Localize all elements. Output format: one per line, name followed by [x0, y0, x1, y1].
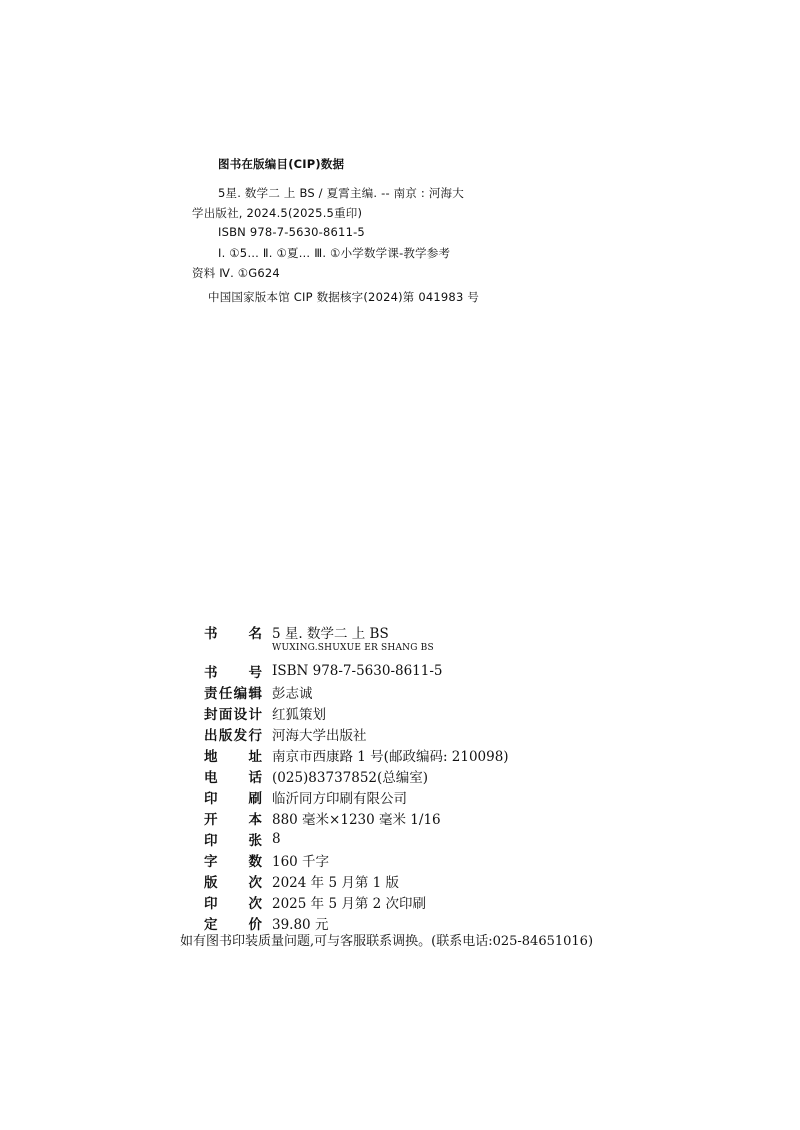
info-label: 书 名: [204, 626, 262, 642]
info-label: 字 数: [204, 854, 262, 870]
info-label: 书 号: [204, 665, 262, 681]
info-label: 地 址: [204, 749, 262, 765]
info-label: 责 任 编 辑: [204, 686, 262, 702]
info-row-phone: [204, 766, 428, 786]
info-label: 电 话: [204, 770, 262, 786]
info-value: 红狐策划: [272, 707, 326, 723]
info-row-printing: [204, 892, 426, 912]
quality-notice: 如有图书印装质量问题,可与客服联系调换。(联系电话:025-84651016): [180, 934, 594, 949]
cip-title: 图书在版编目(CIP)数据: [218, 157, 345, 171]
info-value: ISBN 978-7-5630-8611-5: [272, 663, 443, 679]
cip-line-5: 资料 Ⅳ. ①G624: [192, 266, 280, 280]
info-row-address: [204, 745, 509, 765]
info-value: 河海大学出版社: [272, 728, 367, 744]
info-value: 南京市西康路 1 号(邮政编码: 210098): [272, 749, 509, 765]
info-row-wordcount: [204, 850, 329, 870]
pinyin-title: WUXING.SHUXUE ER SHANG BS: [272, 643, 434, 653]
cip-line-6: 中国国家版本馆 CIP 数据核字(2024)第 041983 号: [208, 290, 480, 304]
info-value: 160 千字: [272, 854, 330, 870]
info-row-publisher: [204, 724, 367, 744]
info-label: 印 刷: [204, 791, 262, 807]
cip-line-4: Ⅰ. ①5… Ⅱ. ①夏… Ⅲ. ①小学数学课-教学参考: [218, 246, 451, 260]
info-label: 定 价: [204, 917, 262, 933]
info-value: (025)83737852(总编室): [272, 770, 429, 786]
info-row-cover: [204, 703, 326, 723]
info-label: 开 本: [204, 812, 262, 828]
info-label: 印 张: [204, 833, 262, 849]
info-label: 出 版 发 行: [204, 728, 262, 744]
info-value: 2024 年 5 月第 1 版: [272, 875, 399, 891]
cip-line-isbn: ISBN 978-7-5630-8611-5: [218, 225, 365, 239]
info-label: 印 次: [204, 896, 262, 912]
info-value: 彭志诚: [272, 686, 313, 702]
cip-line-1: 5星. 数学二 上 BS / 夏霄主编. -- 南京 : 河海大: [218, 186, 464, 200]
info-value: 8: [272, 831, 281, 847]
info-row-edition: [204, 871, 399, 891]
info-value: 临沂同方印刷有限公司: [272, 791, 407, 807]
info-row-format: [204, 808, 441, 828]
info-row-sheets: [204, 829, 281, 849]
info-row-isbn: [204, 661, 443, 681]
info-row-title: [204, 622, 389, 642]
info-row-printer: [204, 787, 407, 807]
info-value: 39.80 元: [272, 917, 329, 933]
info-value: 880 毫米×1230 毫米 1/16: [272, 812, 441, 828]
info-label: 封 面 设 计: [204, 707, 262, 723]
info-row-editor: [204, 682, 313, 702]
info-label: 版 次: [204, 875, 262, 891]
info-value: 5 星. 数学二 上 BS: [272, 626, 389, 642]
info-value: 2025 年 5 月第 2 次印刷: [272, 896, 426, 912]
cip-line-2: 学出版社, 2024.5(2025.5重印): [192, 206, 363, 220]
